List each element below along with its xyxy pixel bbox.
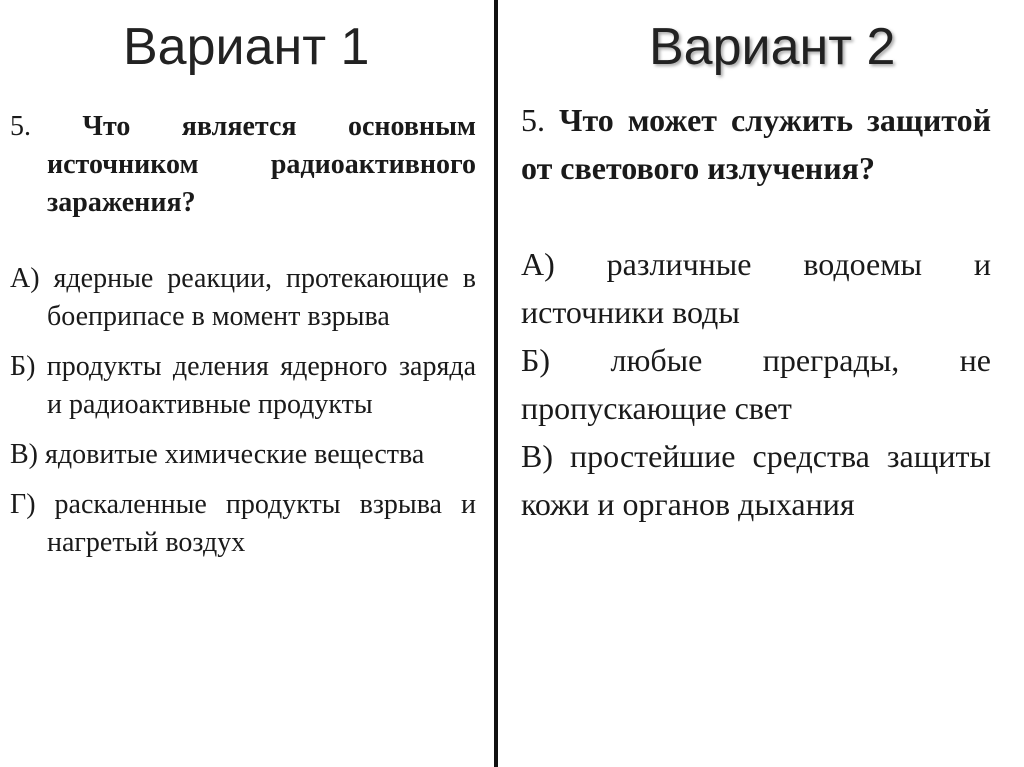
variant-1-question — [10, 108, 476, 222]
variant-1-option-b: Б) продукты деления ядерного заряда и радиоактивные продукты — [10, 351, 476, 420]
variant-1-option-a: А) ядерные реакции, протекающие в боеприпасе в момент взрыва — [10, 263, 476, 332]
variant-2-option-a: А) различные водоемы и источники воды — [521, 246, 991, 330]
variant-2-question — [521, 96, 991, 192]
variant-1-column — [10, 108, 476, 574]
question-text: Что является основным источником радиоактивного заражения? — [47, 111, 477, 218]
variant-2-title: Вариант 2 — [649, 18, 896, 76]
variant-2-column — [521, 96, 991, 528]
column-divider — [494, 0, 498, 767]
variant-1-option-d: Г) раскаленные продукты взрыва и нагретый воздух — [10, 489, 476, 558]
question-number: 5. — [521, 102, 545, 138]
variant-2-option-b: Б) любые преграды, не пропускающие свет — [521, 342, 991, 426]
variant-2-option-c: В) простейшие средства защиты кожи и органов дыхания — [521, 438, 991, 522]
question-text: Что может служить защитой от светового излучения? — [521, 102, 991, 186]
variant-1-option-c: В) ядовитые химические вещества — [10, 439, 425, 470]
variant-1-title: Вариант 1 — [123, 18, 370, 76]
question-number: 5. — [10, 111, 31, 142]
